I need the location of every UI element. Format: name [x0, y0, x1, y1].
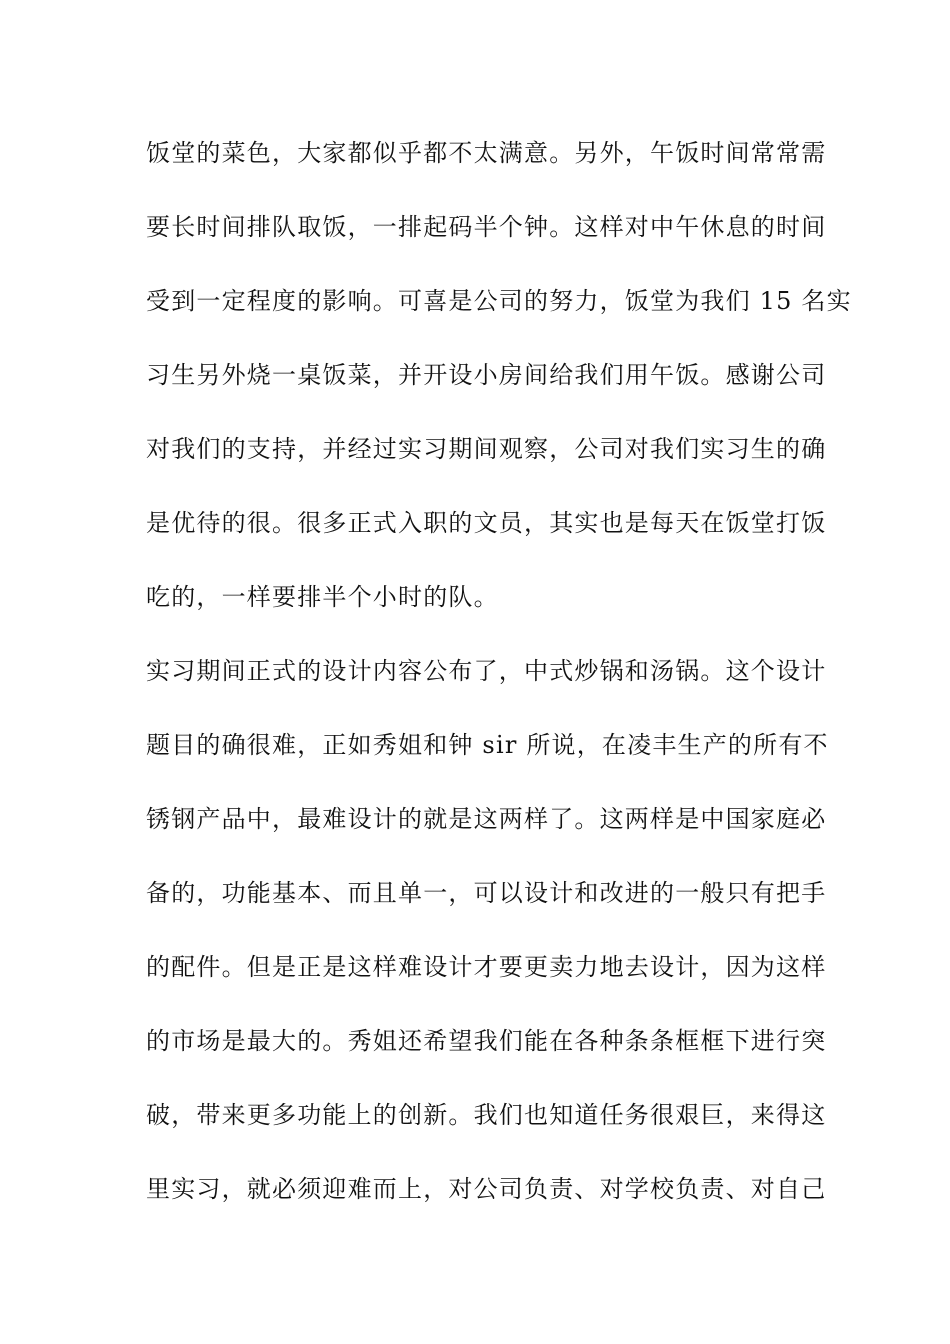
text-line: 题目的确很难，正如秀姐和钟 sir 所说，在凌丰生产的所有不: [146, 731, 829, 759]
text-line: 实习期间正式的设计内容公布了，中式炒锅和汤锅。这个设计: [146, 657, 827, 685]
text-line: 要长时间排队取饭，一排起码半个钟。这样对中午休息的时间: [146, 213, 827, 241]
text-line: 破，带来更多功能上的创新。我们也知道任务很艰巨，来得这: [146, 1101, 827, 1129]
text-line: 是优待的很。很多正式入职的文员，其实也是每天在饭堂打饭: [146, 509, 827, 537]
text-line: 的市场是最大的。秀姐还希望我们能在各种条条框框下进行突: [146, 1027, 827, 1055]
body-text: [146, 128, 852, 1238]
text-line: 锈钢产品中，最难设计的就是这两样了。这两样是中国家庭必: [146, 805, 827, 833]
text-line: 里实习，就必须迎难而上，对公司负责、对学校负责、对自己: [146, 1175, 827, 1203]
text-line: 对我们的支持，并经过实习期间观察，公司对我们实习生的确: [146, 435, 827, 463]
text-line: 备的，功能基本、而且单一，可以设计和改进的一般只有把手: [146, 879, 827, 907]
text-line: 习生另外烧一桌饭菜，并开设小房间给我们用午饭。感谢公司: [146, 361, 827, 389]
text-line: 饭堂的菜色，大家都似乎都不太满意。另外，午饭时间常常需: [146, 139, 827, 167]
text-line: 的配件。但是正是这样难设计才要更卖力地去设计，因为这样: [146, 953, 827, 981]
text-line: 吃的，一样要排半个小时的队。: [146, 583, 499, 611]
text-line: 受到一定程度的影响。可喜是公司的努力，饭堂为我们 15 名实: [146, 287, 852, 315]
